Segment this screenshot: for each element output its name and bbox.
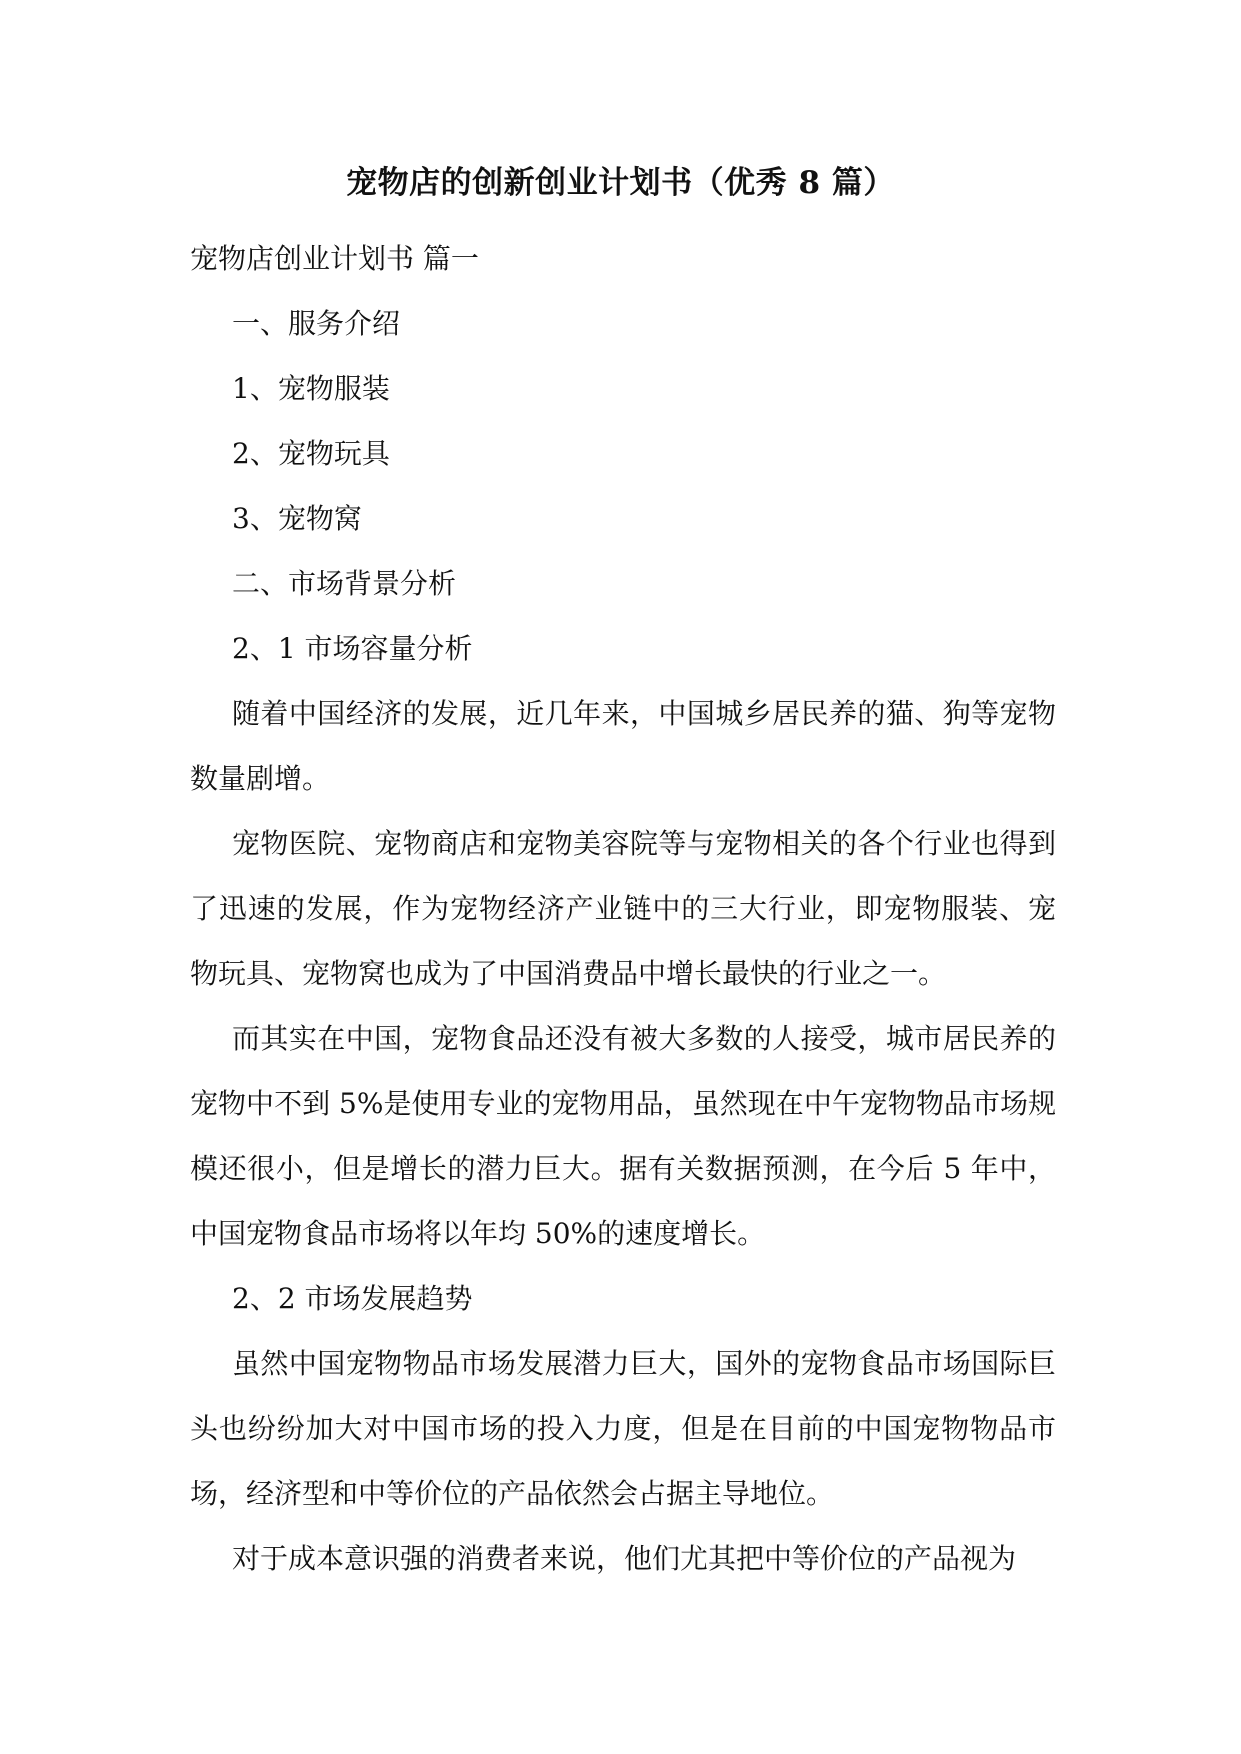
paragraph: 对于成本意识强的消费者来说，他们尤其把中等价位的产品视为 <box>232 1542 1017 1575</box>
document-body <box>190 226 1056 1591</box>
list-item: 1、宠物服装 <box>232 372 390 405</box>
subsection-heading-trend: 2、2 市场发展趋势 <box>232 1282 473 1315</box>
paragraph: 随着中国经济的发展，近几年来，中国城乡居民养的猫、狗等宠物数量剧增。 <box>190 697 1056 795</box>
section-heading-services: 一、服务介绍 <box>232 307 401 340</box>
subsection-heading-capacity: 2、1 市场容量分析 <box>232 632 473 665</box>
document-title: 宠物店的创新创业计划书（优秀 8 篇） <box>346 165 895 201</box>
paragraph: 而其实在中国，宠物食品还没有被大多数的人接受，城市居民养的宠物中不到 5%是使用专业的宠物用品，虽然现在中午宠物物品市场规模还很小，但是增长的潜力巨大。据有关数据预测，在今后 5 年中，中国宠物食品市场将以年均 50%的速度增长。 <box>190 1022 1056 1250</box>
list-item: 2、宠物玩具 <box>232 437 390 470</box>
subtitle: 宠物店创业计划书 篇一 <box>190 242 479 275</box>
paragraph: 宠物医院、宠物商店和宠物美容院等与宠物相关的各个行业也得到了迅速的发展，作为宠物经济产业链中的三大行业，即宠物服装、宠物玩具、宠物窝也成为了中国消费品中增长最快的行业之一。 <box>190 827 1056 990</box>
list-item: 3、宠物窝 <box>232 502 362 535</box>
section-heading-market: 二、市场背景分析 <box>232 567 457 600</box>
paragraph: 虽然中国宠物物品市场发展潜力巨大，国外的宠物食品市场国际巨头也纷纷加大对中国市场的投入力度，但是在目前的中国宠物物品市场，经济型和中等价位的产品依然会占据主导地位。 <box>190 1347 1056 1510</box>
